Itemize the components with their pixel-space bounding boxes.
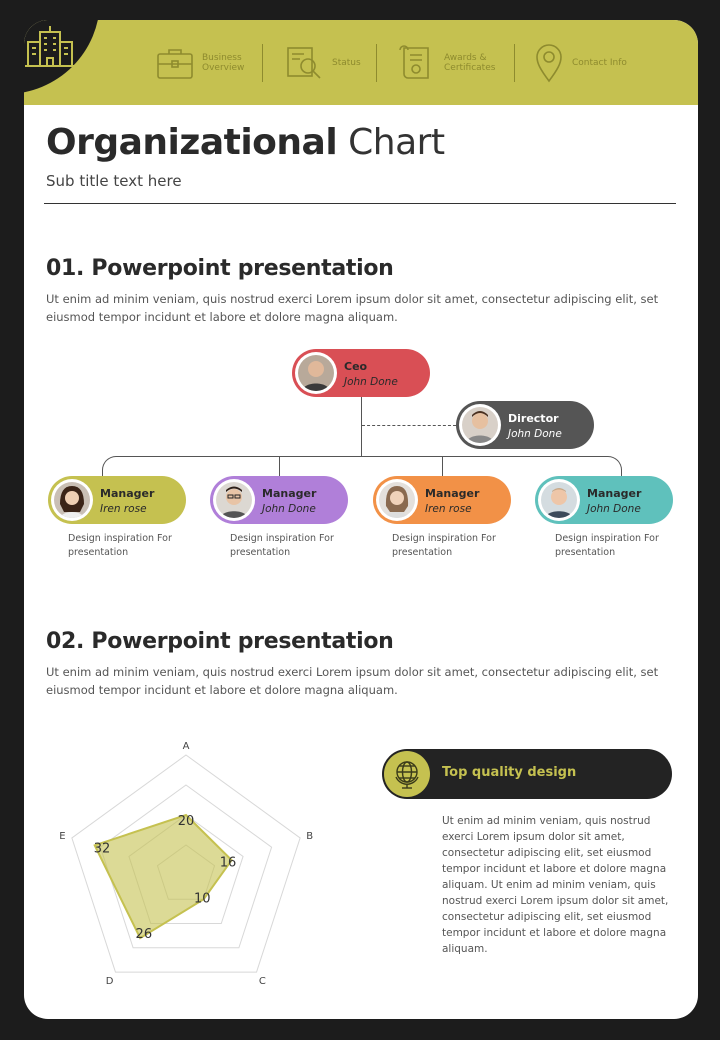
avatar: [376, 479, 418, 521]
node-role: Manager: [425, 487, 480, 500]
briefcase-icon: [156, 45, 194, 81]
avatar: [213, 479, 255, 521]
certificate-scroll-icon: [398, 45, 436, 81]
building-icon: [24, 24, 76, 68]
page-card: [24, 20, 698, 1019]
org-connector: [442, 456, 443, 476]
avatar: [459, 404, 501, 446]
radar-axis-label: B: [306, 830, 314, 842]
top-quality-banner[interactable]: [382, 749, 672, 799]
radar-chart: [48, 740, 348, 1000]
node-name: Iren rose: [100, 503, 147, 515]
radar-axis-label: D: [105, 976, 114, 988]
page-title: [46, 122, 445, 163]
org-node-manager[interactable]: [535, 476, 673, 524]
node-role: Manager: [262, 487, 317, 500]
section2-body: Ut enim ad minim veniam, quis nostrud exerci Lorem ipsum dolor sit amet, consectetur adipiscing elit, set eiusmod tempor incidunt et labore et dolore magna aliquam.: [46, 665, 659, 697]
globe-icon-wrap: [384, 751, 430, 797]
nav-divider: [514, 44, 515, 82]
page-subtitle: Sub title text here: [46, 172, 182, 190]
node-name: John Done: [508, 428, 562, 440]
node-description: Design inspiration For presentation: [68, 533, 172, 558]
logo-corner: [24, 20, 100, 94]
radar-axis-label: C: [258, 976, 266, 988]
nav-label: Status: [332, 58, 361, 68]
radar-axis-label: A: [182, 741, 190, 752]
node-description: Design inspiration For presentation: [230, 533, 334, 558]
node-name: Iren rose: [425, 503, 472, 515]
director-connector: [362, 425, 456, 426]
node-name: John Done: [587, 503, 641, 515]
nav-divider: [262, 44, 263, 82]
org-branch: [102, 456, 622, 477]
magnifier-chart-icon: [286, 45, 324, 81]
org-node-manager[interactable]: [210, 476, 348, 524]
title-bold: Organizational: [46, 122, 338, 163]
avatar: [51, 479, 93, 521]
nav-status[interactable]: [286, 43, 380, 83]
header-divider: [44, 203, 676, 204]
location-pin-icon: [534, 43, 564, 83]
org-node-manager[interactable]: [48, 476, 186, 524]
nav-awards-certificates[interactable]: [398, 43, 496, 83]
section1-body: Ut enim ad minim veniam, quis nostrud exerci Lorem ipsum dolor sit amet, consectetur adipiscing elit, set eiusmod tempor incidunt et labore et dolore magna aliquam.: [46, 292, 659, 324]
node-role: Ceo: [344, 360, 368, 373]
node-role: Director: [508, 412, 559, 425]
top-nav-bar: [24, 20, 698, 105]
nav-label: Awards & Certificates: [444, 53, 496, 73]
top-quality-text: Ut enim ad minim veniam, quis nostrud exerci Lorem ipsum dolor sit amet, consectetur adipiscing elit, set eiusmod tempor incidunt et labore et dolore magna aliquam. Ut enim ad minim veniam, quis nostrud exerci Lorem ipsum dolor sit amet, consectetur adipiscing elit, set eiusmod tempor incidunt et labore et dolore magna aliquam.: [442, 815, 669, 955]
top-quality-label: Top quality design: [442, 765, 577, 780]
node-description: Design inspiration For presentation: [392, 533, 496, 558]
radar-data-label: 32: [93, 841, 111, 857]
radar-data-label: 26: [135, 927, 153, 943]
nav-divider: [376, 44, 377, 82]
nav-business-overview[interactable]: [156, 43, 250, 83]
radar-data-label: 16: [219, 855, 237, 871]
radar-data-label: 20: [177, 813, 195, 829]
org-node-manager[interactable]: [373, 476, 511, 524]
node-role: Manager: [587, 487, 642, 500]
avatar: [538, 479, 580, 521]
node-name: John Done: [344, 376, 398, 388]
radar-data-label: 10: [193, 891, 211, 907]
section1-title: 01. Powerpoint presentation: [46, 256, 394, 281]
org-node-ceo[interactable]: [292, 349, 430, 397]
avatar: [295, 352, 337, 394]
org-connector: [279, 456, 280, 476]
nav-label: Contact Info: [572, 58, 627, 68]
section2-title: 02. Powerpoint presentation: [46, 629, 394, 654]
radar-axis-label: E: [59, 830, 66, 842]
nav-label: Business Overview: [202, 53, 245, 73]
node-role: Manager: [100, 487, 155, 500]
title-light: Chart: [348, 122, 445, 163]
node-description: Design inspiration For presentation: [555, 533, 659, 558]
globe-icon: [384, 751, 430, 797]
org-connector: [361, 396, 362, 457]
node-name: John Done: [262, 503, 316, 515]
org-node-director[interactable]: [456, 401, 594, 449]
nav-contact-info[interactable]: [534, 43, 642, 83]
